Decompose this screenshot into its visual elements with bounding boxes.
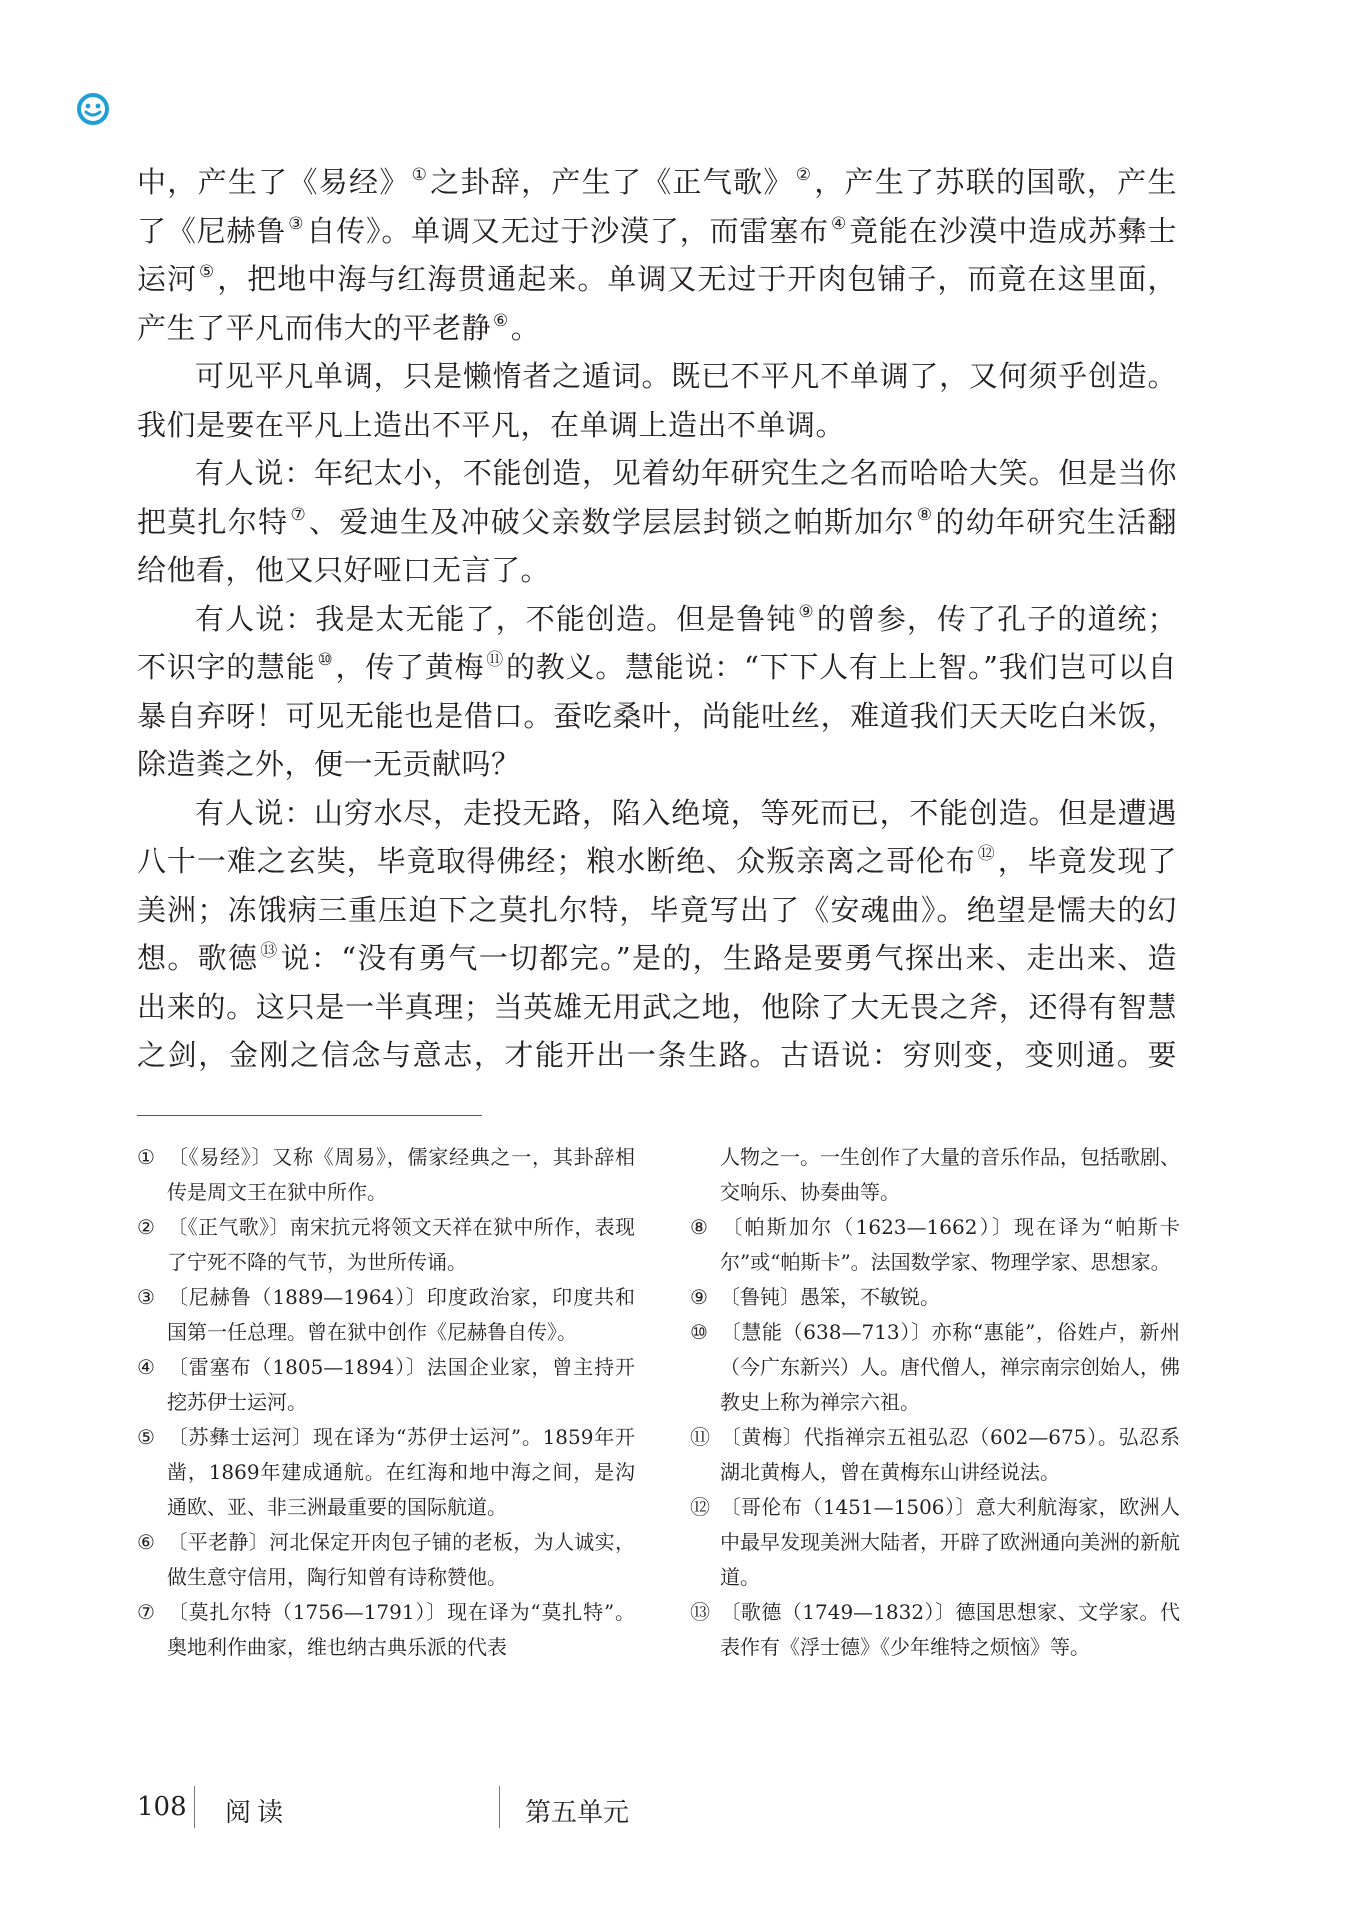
footnote-divider <box>137 1115 482 1116</box>
footnote-7: ⑦ 〔莫扎尔特（1756—1791）〕现在译为“莫扎特”。奥地利作曲家，维也纳古典乐派的代表 <box>137 1600 635 1659</box>
footnote-1: ① 〔《易经》〕又称《周易》，儒家经典之一，其卦辞相传是周文王在狱中所作。 <box>137 1145 635 1204</box>
footnote-9: ⑨ 〔鲁钝〕愚笨，不敏锐。 <box>690 1285 940 1309</box>
footnote-13: ⑬ 〔歌德（1749—1832）〕德国思想家、文学家。代表作有《浮士德》《少年维特之烦恼》等。 <box>690 1600 1180 1659</box>
page-number: 108 <box>137 1792 187 1822</box>
footnote-12: ⑫ 〔哥伦布（1451—1506）〕意大利航海家，欧洲人中最早发现美洲大陆者，开辟了欧洲通向美洲的新航道。 <box>690 1495 1180 1589</box>
footnote-11: ⑪ 〔黄梅〕代指禅宗五祖弘忍（602—675）。弘忍系湖北黄梅人，曾在黄梅东山讲经说法。 <box>690 1425 1180 1484</box>
footnote-2: ② 〔《正气歌》〕南宋抗元将领文天祥在狱中所作，表现了宁死不降的气节，为世所传诵。 <box>137 1215 635 1274</box>
section-label: 阅读 <box>225 1798 290 1828</box>
paragraph-2: 可见平凡单调，只是懒惰者之遁词。既已不平凡不单调了，又何须乎创造。我们是要在平凡上造出不平凡，在单调上造出不单调。 <box>137 359 1177 442</box>
footer-divider <box>499 1786 500 1828</box>
footnote-10: ⑩ 〔慧能（638—713）〕亦称“惠能”，俗姓卢，新州（今广东新兴）人。唐代僧人，禅宗南宗创始人，佛教史上称为禅宗六祖。 <box>690 1320 1180 1414</box>
footnote-7-continued: 人物之一。一生创作了大量的音乐作品，包括歌剧、交响乐、协奏曲等。 <box>720 1145 1180 1204</box>
footnotes-left <box>137 1140 635 1665</box>
footnote-3: ③ 〔尼赫鲁（1889—1964）〕印度政治家，印度共和国第一任总理。曾在狱中创作《尼赫鲁自传》。 <box>137 1285 635 1344</box>
paragraph-4: 有人说：我是太无能了，不能创造。但是鲁钝 ⑨的曾参，传了孔子的道统；不识字的慧能 ⑩，传了黄梅 ⑪的教义。慧能说：“下下人有上上智。”我们岂可以自暴自弃呀！可见无能也是借口。蚕吃桑叶，尚能吐丝，难道我们天天吃白米饭，除造粪之外，便一无贡献吗？ <box>137 601 1177 781</box>
paragraph-1: 中，产生了《易经》 ①之卦辞，产生了《正气歌》 ②，产生了苏联的国歌，产生了《尼赫鲁 ③自传》。单调又无过于沙漠了，而雷塞布 ④竟能在沙漠中造成苏彝士运河 ⑤，把地中海与红海贯通起来。单调又无过于开肉包铺子，而竟在这里面，产生了平凡而伟大的平老静 ⑥。 <box>137 165 1177 345</box>
footnote-6: ⑥ 〔平老静〕河北保定开肉包子铺的老板，为人诚实，做生意守信用，陶行知曾有诗称赞他。 <box>137 1530 635 1589</box>
footer-divider <box>194 1786 195 1828</box>
paragraph-5: 有人说：山穷水尽，走投无路，陷入绝境，等死而已，不能创造。但是遭遇八十一难之玄奘，毕竟取得佛经；粮水断绝、众叛亲离之哥伦布 ⑫，毕竟发现了美洲；冻饿病三重压迫下之莫扎尔特，毕竟写出了《安魂曲》。绝望是懦夫的幻想。歌德 ⑬说：“没有勇气一切都完。”是的，生路是要勇气探出来、走出来、造出来的。这只是一半真理；当英雄无用武之地，他除了大无畏之斧，还得有智慧之剑，金刚之信念与意志，才能开出一条生路。古语说：穷则变，变则通。要 <box>137 795 1177 1072</box>
footnotes-right <box>690 1140 1180 1665</box>
paragraph-3: 有人说：年纪太小，不能创造，见着幼年研究生之名而哈哈大笑。但是当你把莫扎尔特 ⑦、爱迪生及冲破父亲数学层层封锁之帕斯加尔 ⑧的幼年研究生活翻给他看，他又只好哑口无言了。 <box>137 456 1177 587</box>
footnote-5: ⑤ 〔苏彝士运河〕现在译为“苏伊士运河”。1859年开凿，1869年建成通航。在红海和地中海之间，是沟通欧、亚、非三洲最重要的国际航道。 <box>137 1425 635 1519</box>
footnote-8: ⑧ 〔帕斯加尔（1623—1662）〕现在译为“帕斯卡尔”或“帕斯卡”。法国数学家、物理学家、思想家。 <box>690 1215 1180 1274</box>
main-text <box>137 158 1177 1080</box>
unit-label: 第五单元 <box>525 1798 630 1828</box>
footnote-4: ④ 〔雷塞布（1805—1894）〕法国企业家，曾主持开挖苏伊士运河。 <box>137 1355 635 1414</box>
smiley-face-icon <box>76 92 110 126</box>
